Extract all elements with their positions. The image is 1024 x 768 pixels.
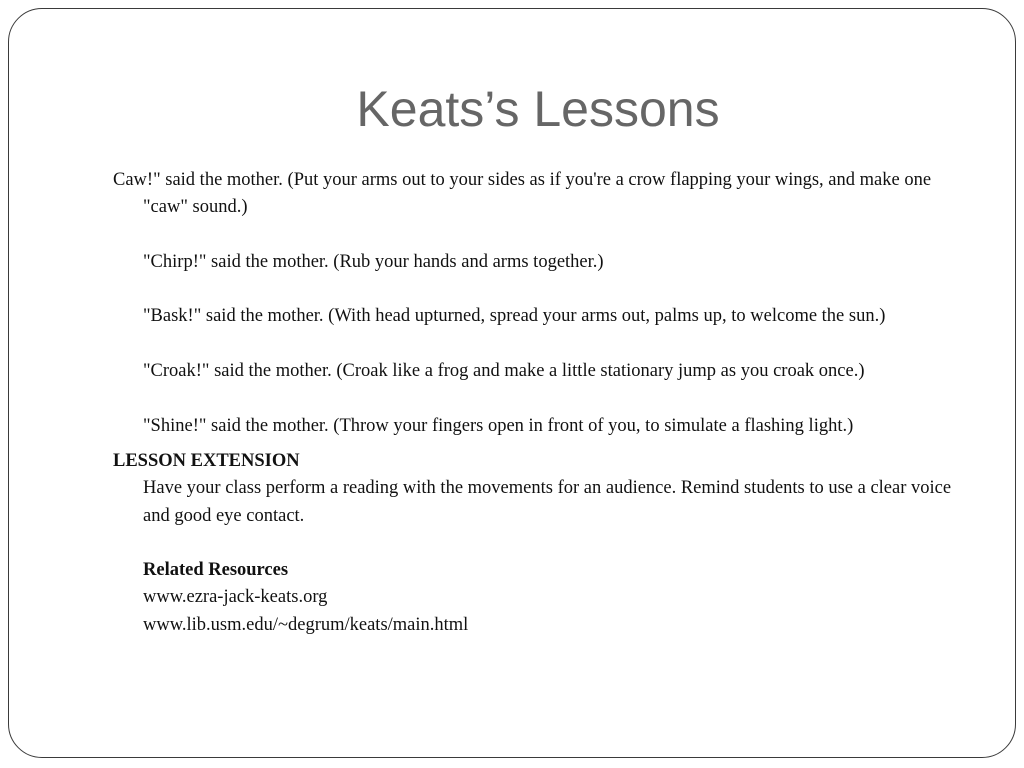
related-resources-heading: Related Resources xyxy=(143,560,289,581)
paragraph-shine: "Shine!" said the mother. (Throw your fingers open in front of you, to simulate a flashing light.) xyxy=(143,415,854,436)
lesson-extension-heading: LESSON EXTENSION xyxy=(113,450,300,471)
paragraph-caw: Caw!" said the mother. (Put your arms out to your sides as if you're a crow flapping your wings, and make one "caw" sound.) xyxy=(113,170,932,218)
spacer xyxy=(113,276,953,303)
lesson-extension-text: Have your class perform a reading with the movements for an audience. Remind students to use a clear voice and good eye contact. xyxy=(143,478,952,526)
spacer xyxy=(113,331,953,358)
resource-link[interactable]: www.ezra-jack-keats.org xyxy=(143,587,328,608)
paragraph-bask: "Bask!" said the mother. (With head upturned, spread your arms out, palms up, to welcome the sun.) xyxy=(143,306,886,327)
spacer xyxy=(113,530,953,557)
paragraph-croak: "Croak!" said the mother. (Croak like a frog and make a little stationary jump as you croak once.) xyxy=(143,361,865,382)
resource-link[interactable]: www.lib.usm.edu/~degrum/keats/main.html xyxy=(143,614,469,635)
spacer xyxy=(113,385,953,412)
slide-title: Keats’s Lessons xyxy=(356,81,720,137)
paragraph-chirp: "Chirp!" said the mother. (Rub your hands and arms together.) xyxy=(143,251,604,272)
slide-body xyxy=(113,167,953,639)
spacer xyxy=(113,222,953,249)
